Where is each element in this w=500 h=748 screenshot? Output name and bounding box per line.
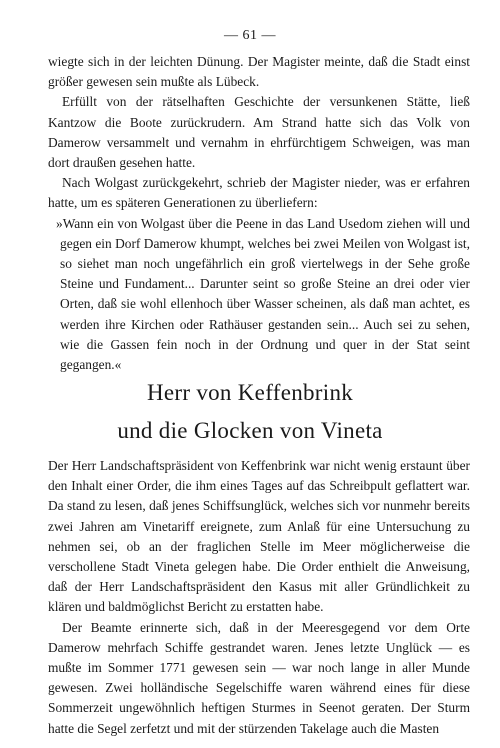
- paragraph-continuation: wiegte sich in der leichten Dünung. Der Magister meinte, daß die Stadt einst größer gewesen sein mußte als Lübeck.: [48, 54, 470, 90]
- paragraph-wolgast: Nach Wolgast zurückgekehrt, schrieb der Magister nieder, was er erfahren hatte, um es späteren Generationen zu überliefern:: [48, 175, 470, 211]
- lower-text-block: [48, 456, 470, 739]
- page-number: — 61 —: [224, 28, 276, 43]
- chapter-heading-line-2: und die Glocken von Vineta: [117, 418, 383, 443]
- upper-text-block: [48, 52, 470, 375]
- paragraph-keffenbrink: Der Herr Landschaftspräsident von Keffenbrink war nicht wenig erstaunt über den Inhalt einer Order, die ihm eines Tages auf das Schreibpult geflattert war. Da stand zu lesen, daß jenes Schiffsunglück, welches sich vor nunmehr bereits zwei Jahren am Vinetariff ereignete, zum Anlaß für eine Untersuchung zu nehmen sei, ob an der fraglichen Stelle im Meer möglicherweise die verschollene Stadt Vineta gelegen habe. Die Order enthielt die Anweisung, daß der Herr Landschaftspräsident den Kasus mit aller Gründlichkeit zu klären und baldmöglichst Bericht zu erstatten habe.: [48, 458, 470, 615]
- paragraph-damerow: Der Beamte erinnerte sich, daß in der Meeresgegend vor dem Orte Damerow mehrfach Schiffe gestrandet waren. Jenes letzte Unglück — es mußte im Sommer 1771 gewesen sein — war noch lange in aller Munde gewesen. Zwei holländische Segelschiffe waren während eines für diese Sommerzeit ungewöhnlich heftigen Sturmes in Seenot geraten. Der Sturm hatte die Segel zerfetzt und mit der stürzenden Takelage auch die Masten: [48, 619, 470, 736]
- paragraph-kantzow: Erfüllt von der rätselhaften Geschichte der versunkenen Stätte, ließ Kantzow die Boote zurückrudern. Am Strand hatte sich das Volk von Damerow versammelt und vernahm in ehrfürchtigem Schweigen, was man dort draußen gesehen hatte.: [48, 94, 470, 171]
- quotation-block: [48, 214, 470, 376]
- chapter-heading-line-1: Herr von Keffenbrink: [146, 380, 354, 405]
- quotation-text: »Wann ein von Wolgast über die Peene in das Land Usedom ziehen will und gegen ein Dorf Damerow khumpt, welches bei zwei Meilen von Wolgast ist, so siehet man noch ungefährlich ein groß viertelwegs in der Sehe große Steine und Fundament... Darunter seint so große Steine an drei oder vier Orten, daß sie wohl ellenhoch über Wasser scheinen, als daß man achtet, es werden ihre Kirchen oder Rathäuser gestanden sein... Auch sei zu sehen, wie die Gassen fein noch in der Ordnung und quer in der Stat seint gegangen.«: [56, 215, 470, 373]
